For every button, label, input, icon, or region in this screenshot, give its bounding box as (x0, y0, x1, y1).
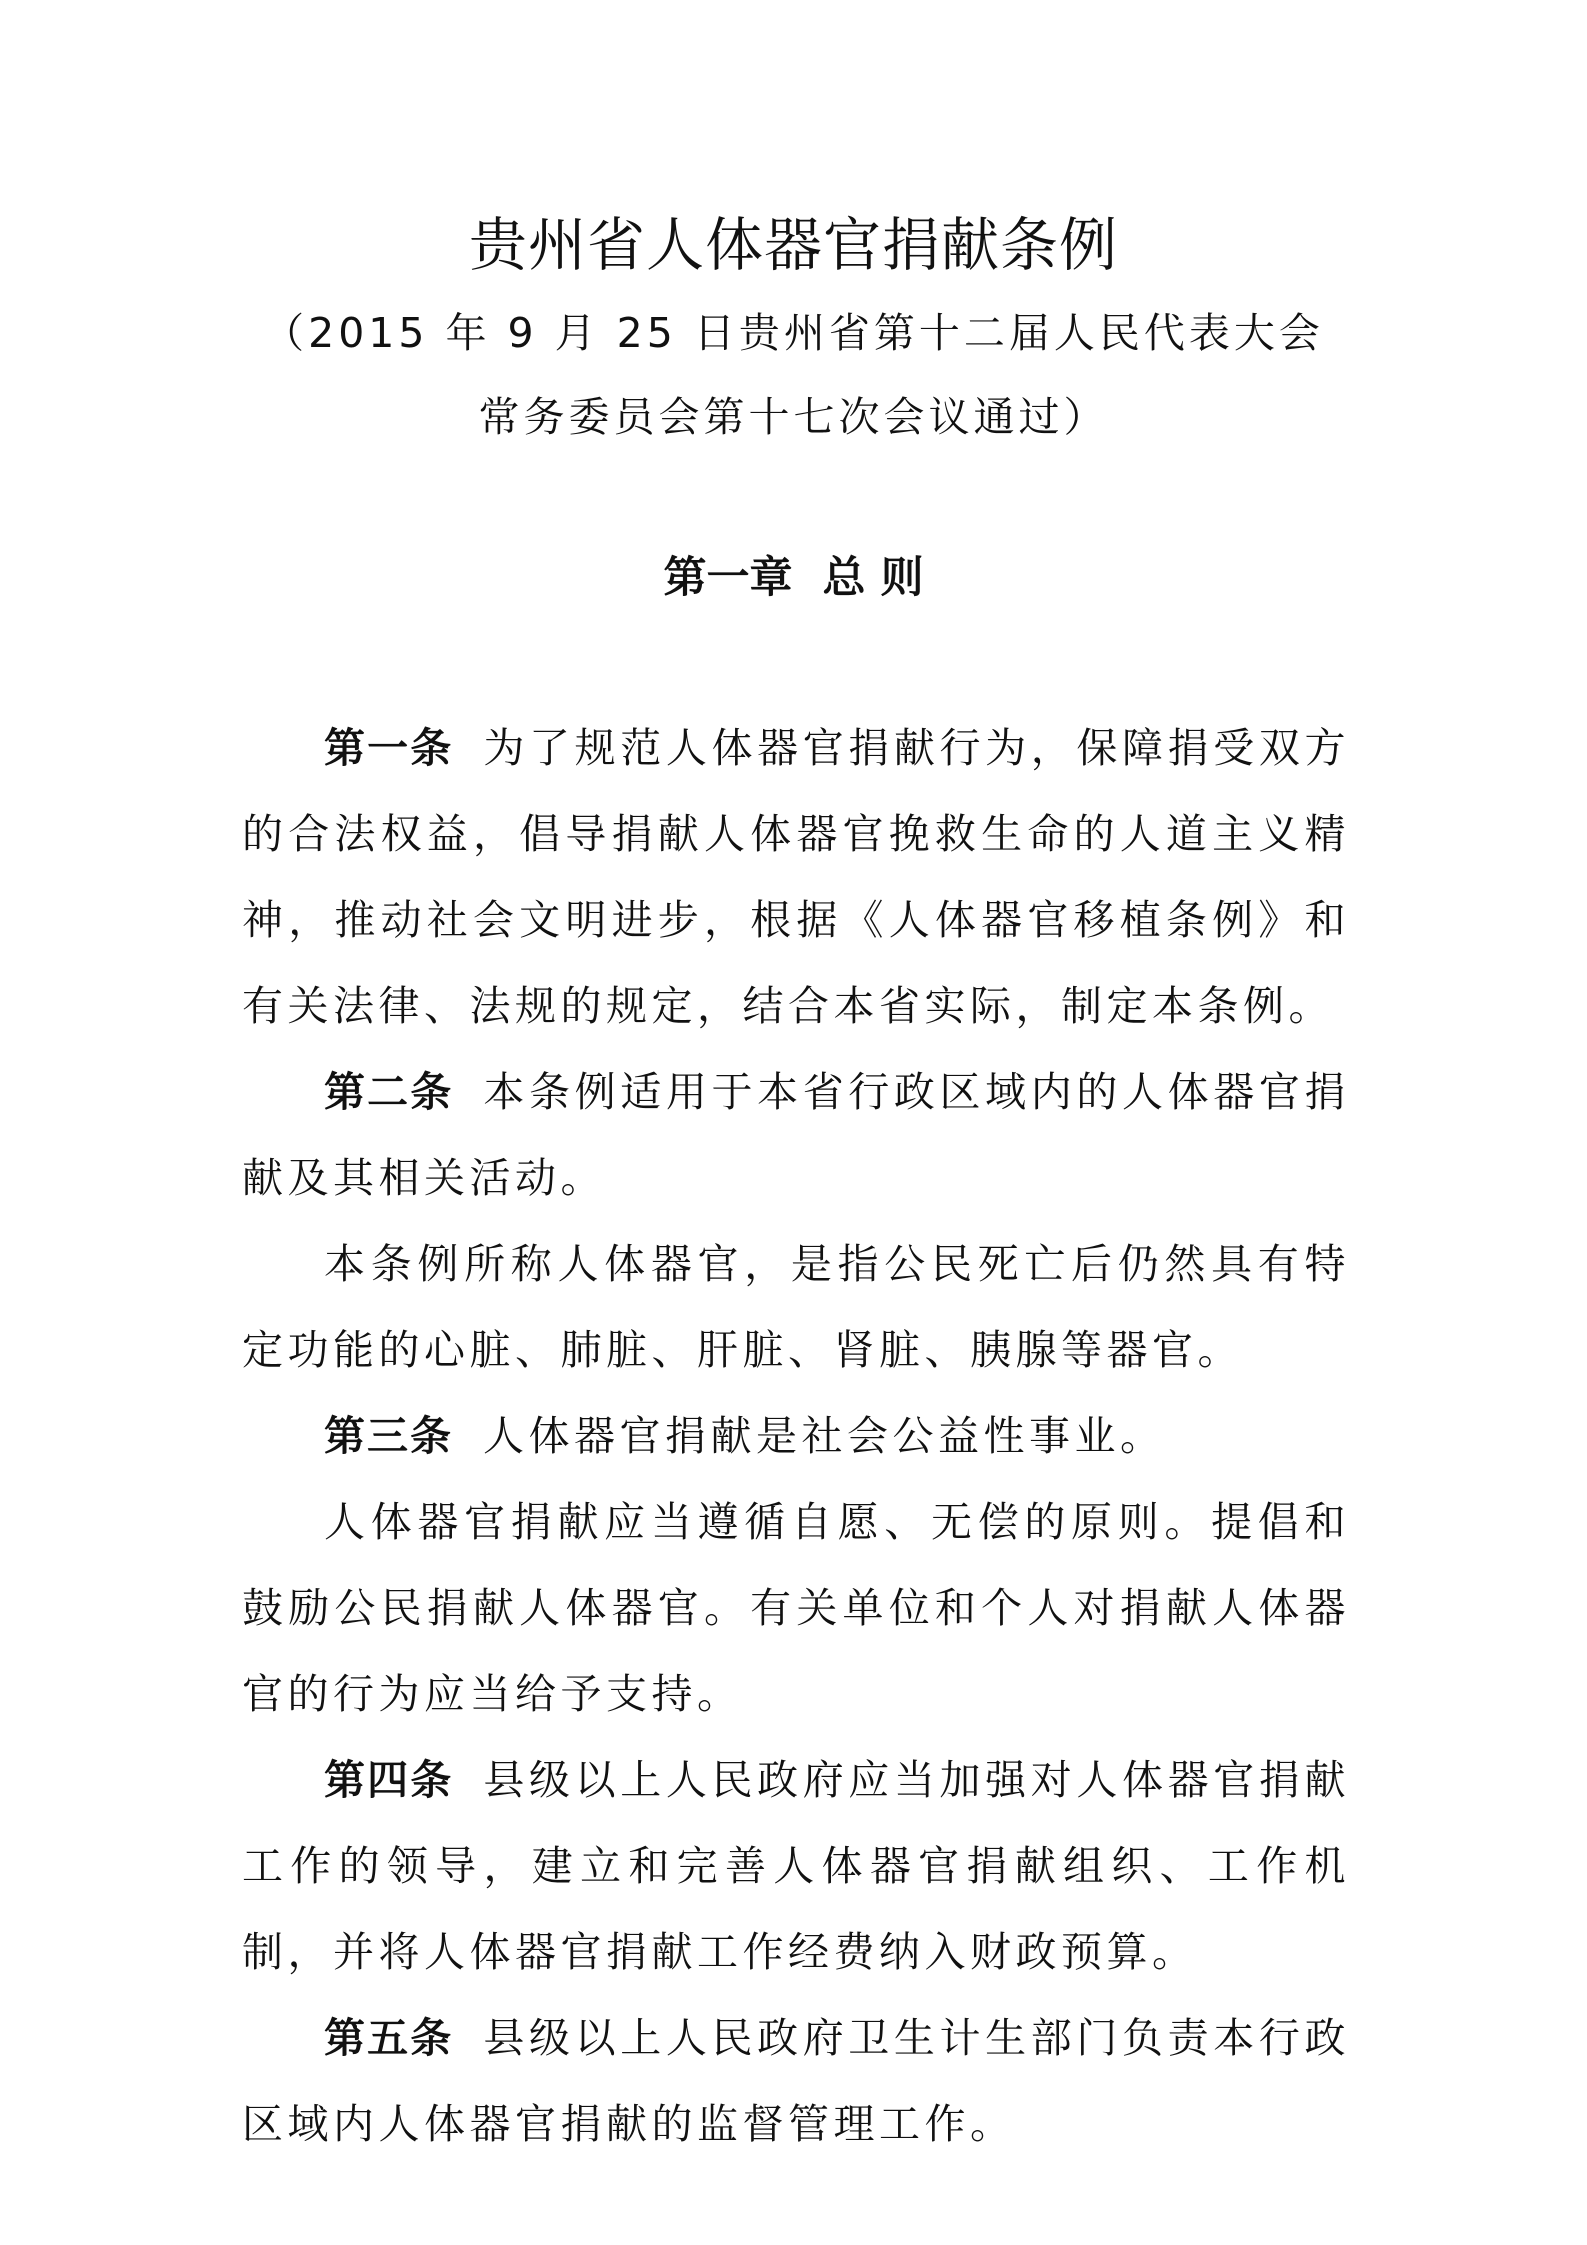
paragraph-text: 本条例适用于本省行政区域内的人体器官捐献及其相关活动。 (242, 1068, 1351, 1202)
paragraph-text: 县级以上人民政府应当加强对人体器官捐献工作的领导，建立和完善人体器官捐献组织、工作机制，并将人体器官捐献工作经费纳入财政预算。 (242, 1756, 1351, 1976)
chapter-name: 总 则 (822, 553, 924, 603)
paragraph (242, 1995, 1350, 2167)
paragraph (242, 705, 1350, 1049)
subtitle-line-1: （2015 年 9 月 25 日贵州省第十二届人民代表大会 (263, 309, 1324, 357)
subtitle-line-2: 常务委员会第十七次会议通过） (478, 393, 1109, 441)
article-number: 第三条 (324, 1412, 453, 1460)
article-number: 第一条 (324, 724, 454, 772)
article-number: 第五条 (324, 2014, 454, 2062)
document-body (242, 705, 1350, 2167)
paragraph (242, 1221, 1350, 1393)
chapter-heading (0, 548, 1587, 608)
paragraph-text: 人体器官捐献应当遵循自愿、无偿的原则。提倡和鼓励公民捐献人体器官。有关单位和个人对捐献人体器官的行为应当给予支持。 (242, 1498, 1350, 1718)
article-number: 第二条 (324, 1068, 454, 1116)
paragraph (242, 1049, 1350, 1221)
paragraph (242, 1479, 1350, 1737)
paragraph-text: 为了规范人体器官捐献行为，保障捐受双方的合法权益，倡导捐献人体器官挽救生命的人道主义精神，推动社会文明进步，根据《人体器官移植条例》和有关法律、法规的规定，结合本省实际，制定本条例。 (242, 724, 1351, 1030)
paragraph (242, 1393, 1350, 1479)
paragraph (242, 1737, 1350, 1995)
chapter-number: 第一章 (663, 553, 793, 603)
paragraph-text: 人体器官捐献是社会公益性事业。 (483, 1412, 1166, 1460)
paragraph-text: 县级以上人民政府卫生计生部门负责本行政区域内人体器官捐献的监督管理工作。 (242, 2014, 1351, 2148)
article-number: 第四条 (324, 1756, 454, 1804)
paragraph-text: 本条例所称人体器官，是指公民死亡后仍然具有特定功能的心脏、肺脏、肝脏、肾脏、胰腺等器官。 (242, 1240, 1350, 1374)
document-title: 贵州省人体器官捐献条例 (468, 211, 1118, 279)
